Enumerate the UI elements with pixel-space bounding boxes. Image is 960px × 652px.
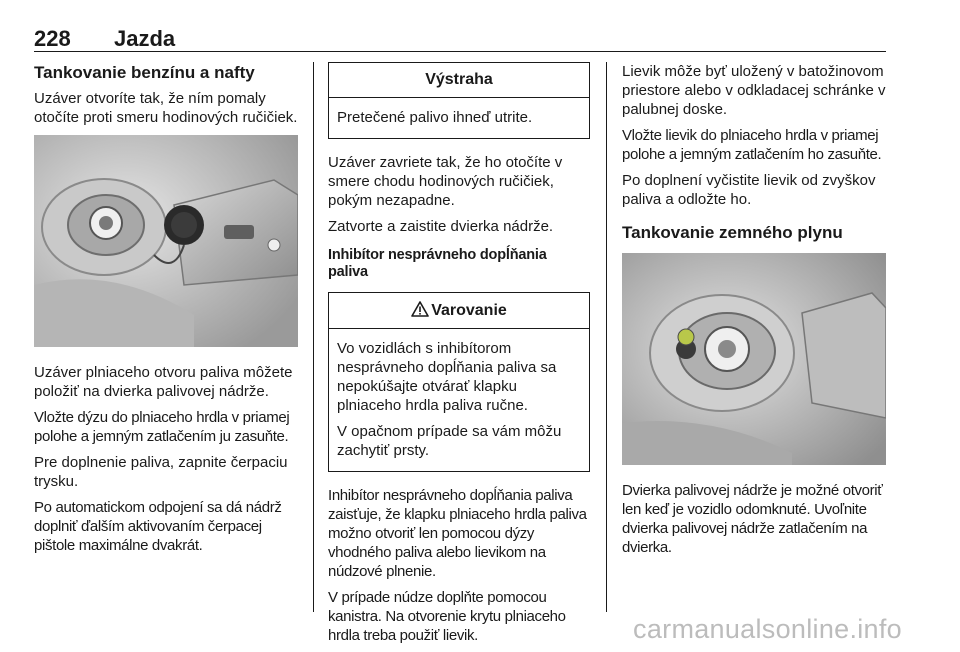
column-1 <box>34 62 298 562</box>
header-rule <box>34 51 886 52</box>
warning-triangle-icon <box>411 301 429 317</box>
paragraph: Pre doplnenie paliva, zapnite čerpaciu trysku. <box>34 454 288 491</box>
warning-header <box>329 293 589 329</box>
watermark: carmanualsonline.info <box>633 614 902 644</box>
caution-title: Výstraha <box>329 63 589 98</box>
column-3 <box>622 62 890 564</box>
subheading-misfuel-inhibitor: Inhibítor nesprávneho dopĺňania paliva <box>328 247 547 281</box>
column-divider <box>606 62 607 612</box>
paragraph: Vložte dýzu do plniaceho hrdla v priamej polohe a jemným zatlačením ju zasuňte. <box>34 409 290 446</box>
paragraph: Po doplnení vyčistite lievik od zvyškov paliva a odložte ho. <box>622 172 876 208</box>
paragraph: V prípade núdze doplňte pomocou kanistra. Na otvorenie krytu plniaceho hrdla treba použiť lievik. <box>328 588 566 644</box>
warning-box <box>328 292 590 472</box>
warning-title: Varovanie <box>431 301 507 319</box>
caution-box <box>328 62 590 139</box>
warning-text: V opačnom prípade sa vám môžu zachytiť prsty. <box>337 422 562 459</box>
page-header <box>34 26 886 50</box>
paragraph: Dvierka palivovej nádrže je možné otvoriť len keď je vozidlo odomknuté. Uvoľnite dvierka palivovej nádrže zatlačením na dvierka. <box>622 482 883 557</box>
paragraph: Zatvorte a zaistite dvierka nádrže. <box>328 218 554 235</box>
column-2 <box>328 62 590 652</box>
chapter-title: Jazda <box>114 26 176 51</box>
paragraph: Inhibítor nesprávneho dopĺňania paliva zaisťuje, že klapku plniaceho hrdla paliva možno otvoriť len pomocou dýzy vhodného paliva alebo lievikom na núdzové plnenie. <box>328 486 587 580</box>
paragraph: Uzáver plniaceho otvoru paliva môžete položiť na dvierka palivovej nádrže. <box>34 364 293 401</box>
warning-text: Vo vozidlách s inhibítorom nesprávneho dopĺňania paliva sa nepokúšajte otvárať klapku plniaceho hrdla paliva ručne. <box>337 339 557 414</box>
paragraph: Vložte lievik do plniaceho hrdla v priamej polohe a jemným zatlačením ho zasuňte. <box>622 127 882 163</box>
cng-filler-photo <box>622 253 886 465</box>
column-divider <box>313 62 314 612</box>
section-heading-natural-gas: Tankovanie zemného plynu <box>622 223 843 242</box>
caution-text: Pretečené palivo ihneď utrite. <box>337 109 533 126</box>
paragraph: Lievik môže byť uložený v batožinovom priestore alebo v odkladacej schránke v palubnej doske. <box>622 63 886 118</box>
paragraph: Po automatickom odpojení sa dá nádrž doplniť ďalším aktivovaním čerpacej pištole maximálne dvakrát. <box>34 499 282 555</box>
paragraph: Uzáver zavriete tak, že ho otočíte v smere chodu hodinových ručičiek, pokým nezapadne. <box>328 154 563 209</box>
page-number: 228 <box>34 26 71 51</box>
fuel-cap-photo <box>34 135 298 347</box>
section-heading-petrol-diesel: Tankovanie benzínu a nafty <box>34 63 255 82</box>
paragraph: Uzáver otvoríte tak, že ním pomaly otočíte proti smeru hodinových ručičiek. <box>34 90 298 127</box>
